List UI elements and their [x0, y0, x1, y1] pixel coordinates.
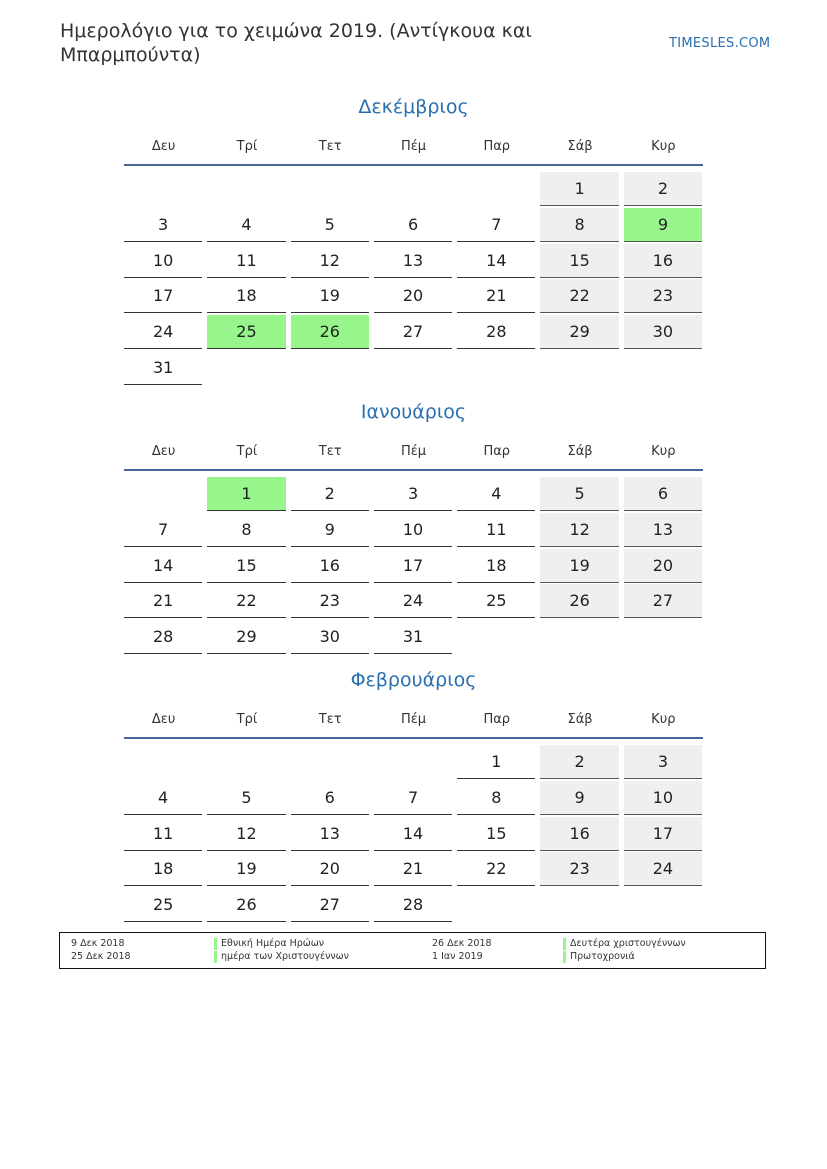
day-cell: 9 [540, 781, 618, 815]
day-cell: 11 [124, 817, 202, 851]
day-cell: 30 [291, 620, 369, 654]
day-cell: 4 [207, 208, 285, 242]
legend-holiday-name: Εθνική Ημέρα Ηρώων [214, 938, 324, 950]
weekday-label: Σάβ [567, 443, 593, 459]
day-cell: 14 [124, 549, 202, 583]
empty-day-cell [124, 477, 202, 511]
day-cell: 10 [374, 513, 452, 547]
day-cell: 28 [124, 620, 202, 654]
weekday-label: Πέμ [400, 443, 427, 459]
weekday-label: Τετ [318, 443, 342, 459]
day-cell: 7 [124, 513, 202, 547]
day-cell: 25 [124, 888, 202, 922]
weekday-label: Παρ [483, 138, 511, 154]
day-cell: 23 [291, 584, 369, 618]
day-cell: 28 [457, 315, 535, 349]
empty-day-cell [457, 172, 535, 206]
empty-day-cell [207, 172, 285, 206]
day-cell: 31 [374, 620, 452, 654]
legend-holiday-name: Πρωτοχρονιά [563, 951, 635, 963]
page-title: Ημερολόγιο για το χειμώνα 2019. (Αντίγκουα και Μπαρμπούντα) [60, 20, 532, 66]
day-cell: 12 [291, 244, 369, 278]
day-cell: 26 [207, 888, 285, 922]
weekday-label: Σάβ [567, 138, 593, 154]
day-cell: 9 [291, 513, 369, 547]
day-cell: 21 [457, 279, 535, 313]
day-cell: 11 [457, 513, 535, 547]
day-cell: 15 [540, 244, 618, 278]
day-cell: 2 [540, 745, 618, 779]
day-cell: 4 [457, 477, 535, 511]
day-cell: 30 [624, 315, 702, 349]
day-cell: 13 [374, 244, 452, 278]
holiday-day-cell: 25 [207, 315, 285, 349]
day-cell: 19 [540, 549, 618, 583]
day-cell: 21 [124, 584, 202, 618]
empty-day-cell [374, 172, 452, 206]
day-cell: 13 [624, 513, 702, 547]
month-february [122, 667, 705, 924]
day-cell: 2 [624, 172, 702, 206]
day-cell: 15 [207, 549, 285, 583]
day-cell: 2 [291, 477, 369, 511]
weekday-label: Κυρ [651, 711, 676, 727]
month-january [122, 399, 705, 656]
site-link[interactable]: TIMESLES.COM [669, 36, 771, 51]
holiday-day-cell: 9 [624, 208, 702, 242]
day-cell: 29 [540, 315, 618, 349]
day-cell: 20 [291, 852, 369, 886]
weekday-label: Τετ [318, 138, 342, 154]
day-cell: 24 [374, 584, 452, 618]
day-cell: 18 [457, 549, 535, 583]
month-name: Ιανουάριος [360, 401, 467, 423]
day-cell: 24 [124, 315, 202, 349]
weekday-label: Παρ [483, 443, 511, 459]
day-cell: 6 [291, 781, 369, 815]
holiday-day-cell: 26 [291, 315, 369, 349]
day-cell: 24 [624, 852, 702, 886]
day-cell: 12 [207, 817, 285, 851]
empty-day-cell [124, 745, 202, 779]
empty-day-cell [124, 172, 202, 206]
day-cell: 27 [374, 315, 452, 349]
day-cell: 18 [207, 279, 285, 313]
day-cell: 21 [374, 852, 452, 886]
day-cell: 18 [124, 852, 202, 886]
day-cell: 28 [374, 888, 452, 922]
legend-holiday-name: ημέρα των Χριστουγέννων [214, 951, 349, 963]
weekday-label: Κυρ [651, 443, 676, 459]
weekday-label: Παρ [483, 711, 511, 727]
holiday-day-cell: 1 [207, 477, 285, 511]
weekday-label: Τρί [236, 138, 258, 154]
day-cell: 20 [624, 549, 702, 583]
day-cell: 19 [207, 852, 285, 886]
day-grid [124, 745, 705, 924]
day-cell: 25 [457, 584, 535, 618]
day-cell: 8 [207, 513, 285, 547]
day-cell: 7 [374, 781, 452, 815]
weekday-header [122, 433, 705, 469]
day-grid [124, 172, 705, 387]
legend-holiday-name: Δευτέρα χριστουγέννων [563, 938, 686, 950]
weekday-label: Τρί [236, 443, 258, 459]
day-cell: 26 [540, 584, 618, 618]
month-december [122, 94, 705, 387]
holiday-legend [59, 932, 766, 969]
header-rule [124, 469, 703, 471]
empty-day-cell [374, 745, 452, 779]
day-cell: 3 [624, 745, 702, 779]
day-cell: 13 [291, 817, 369, 851]
weekday-label: Σάβ [567, 711, 593, 727]
day-cell: 5 [207, 781, 285, 815]
day-cell: 14 [374, 817, 452, 851]
day-cell: 16 [291, 549, 369, 583]
day-cell: 20 [374, 279, 452, 313]
month-name: Δεκέμβριος [358, 96, 469, 118]
day-cell: 16 [540, 817, 618, 851]
day-cell: 8 [457, 781, 535, 815]
day-cell: 16 [624, 244, 702, 278]
day-cell: 15 [457, 817, 535, 851]
day-cell: 4 [124, 781, 202, 815]
day-cell: 19 [291, 279, 369, 313]
empty-day-cell [291, 172, 369, 206]
day-cell: 27 [291, 888, 369, 922]
weekday-label: Δευ [151, 711, 176, 727]
day-cell: 22 [207, 584, 285, 618]
day-cell: 5 [291, 208, 369, 242]
day-cell: 17 [624, 817, 702, 851]
day-cell: 12 [540, 513, 618, 547]
day-cell: 6 [624, 477, 702, 511]
day-cell: 14 [457, 244, 535, 278]
empty-day-cell [207, 745, 285, 779]
month-name: Φεβρουάριος [350, 669, 477, 691]
weekday-label: Κυρ [651, 138, 676, 154]
empty-day-cell [291, 745, 369, 779]
day-cell: 11 [207, 244, 285, 278]
day-cell: 10 [124, 244, 202, 278]
legend-date: 25 Δεκ 2018 [71, 951, 131, 962]
weekday-label: Πέμ [400, 138, 427, 154]
day-cell: 22 [540, 279, 618, 313]
day-cell: 1 [540, 172, 618, 206]
day-cell: 6 [374, 208, 452, 242]
day-cell: 22 [457, 852, 535, 886]
weekday-header [122, 701, 705, 737]
day-cell: 17 [374, 549, 452, 583]
day-cell: 17 [124, 279, 202, 313]
weekday-label: Τετ [318, 711, 342, 727]
weekday-label: Τρί [236, 711, 258, 727]
day-cell: 5 [540, 477, 618, 511]
day-cell: 3 [124, 208, 202, 242]
weekday-header [122, 128, 705, 164]
day-cell: 8 [540, 208, 618, 242]
day-cell: 31 [124, 351, 202, 385]
legend-date: 1 Ιαν 2019 [432, 951, 483, 962]
day-cell: 23 [540, 852, 618, 886]
header-rule [124, 737, 703, 739]
day-cell: 1 [457, 745, 535, 779]
day-cell: 23 [624, 279, 702, 313]
day-cell: 3 [374, 477, 452, 511]
day-cell: 29 [207, 620, 285, 654]
day-cell: 10 [624, 781, 702, 815]
legend-date: 26 Δεκ 2018 [432, 938, 492, 949]
legend-date: 9 Δεκ 2018 [71, 938, 125, 949]
weekday-label: Δευ [151, 138, 176, 154]
weekday-label: Πέμ [400, 711, 427, 727]
day-cell: 7 [457, 208, 535, 242]
day-cell: 27 [624, 584, 702, 618]
day-grid [124, 477, 705, 656]
weekday-label: Δευ [151, 443, 176, 459]
header-rule [124, 164, 703, 166]
